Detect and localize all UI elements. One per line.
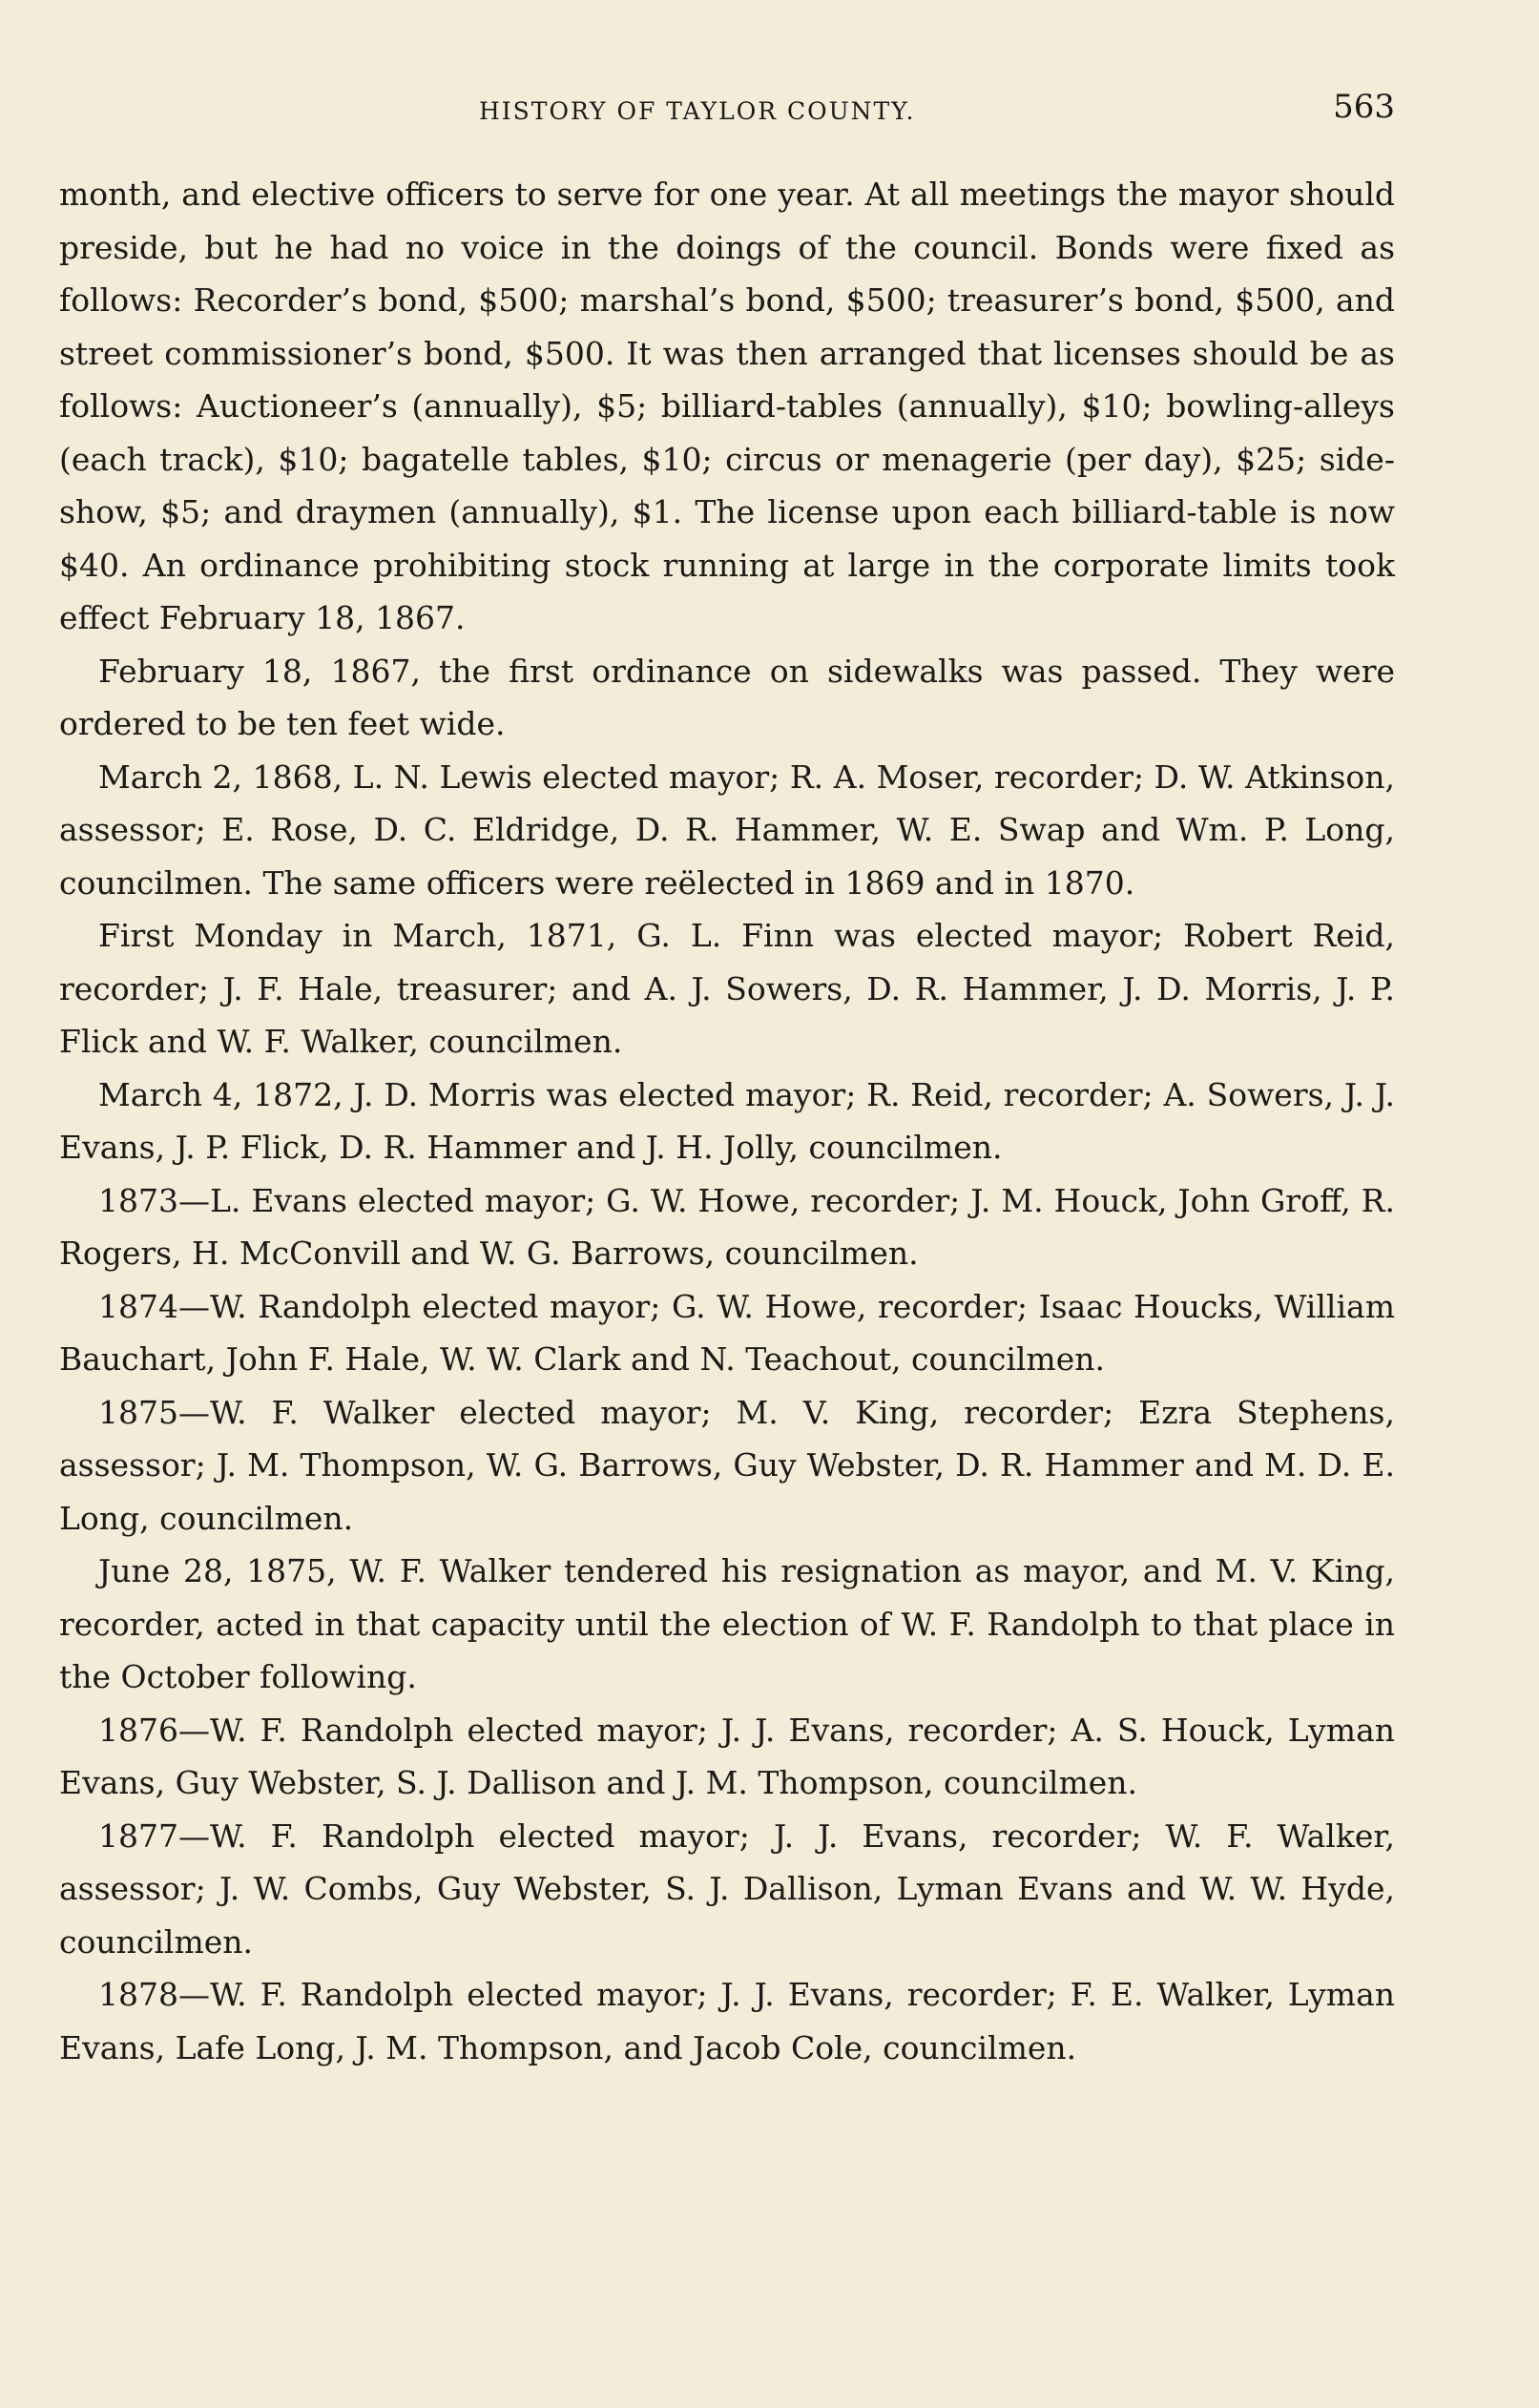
running-title: HISTORY OF TAYLOR COUNTY. (479, 97, 916, 125)
paragraph-sidewalks-ordinance: February 18, 1867, the first ordinance on sidewalks was passed. They were ordered to be ten feet wide. (59, 652, 1395, 742)
paragraph-1876-election: 1876—W. F. Randolph elected mayor; J. J. Evans, recorder; A. S. Houck, Lyman Evans, Guy Webster, S. J. Dallison and J. M. Thompson, councilmen. (59, 1711, 1395, 1801)
paragraph-1873-election: 1873—L. Evans elected mayor; G. W. Howe, recorder; J. M. Houck, John Groff, R. Rogers, H. McConvill and W. G. Barrows, councilmen. (59, 1181, 1395, 1272)
paragraph-1868-election: March 2, 1868, L. N. Lewis elected mayor; R. A. Moser, recorder; D. W. Atkinson, assessor; E. Rose, D. C. Eldridge, D. R. Hammer, W. E. Swap and Wm. P. Long, councilmen. The same officers were reëlected in 1869 and in 1870. (59, 758, 1395, 902)
paragraph-continuation: month, and elective officers to serve for one year. At all meetings the mayor should preside, but he had no voice in the doings of the council. Bonds were fixed as follows: Recorder’s bond, $500; marshal’s bond, $500; treasurer’s bond, $500, and street commissioner’s bond, $500. It was then arranged that licenses should be as follows: Auctioneer’s (annually), $5; billiard-tables (annually), $10; bowling-alleys (each track), $10; bagatelle tables, $10; circus or menagerie (per day), $25; side-show, $5; and draymen (annually), $1. The license upon each billiard-table is now $40. An ordinance prohibiting stock running at large in the corporate limits took effect February 18, 1867. (59, 176, 1395, 636)
running-head (59, 88, 1395, 134)
page-number: 563 (1333, 88, 1395, 126)
paragraph-1878-election: 1878—W. F. Randolph elected mayor; J. J. Evans, recorder; F. E. Walker, Lyman Evans, Lafe Long, J. M. Thompson, and Jacob Cole, councilmen. (59, 1976, 1395, 2066)
paragraph-1872-election: March 4, 1872, J. D. Morris was elected mayor; R. Reid, recorder; A. Sowers, J. J. Evans, J. P. Flick, D. R. Hammer and J. H. Jolly, councilmen. (59, 1075, 1395, 1166)
paragraph-1877-election: 1877—W. F. Randolph elected mayor; J. J. Evans, recorder; W. F. Walker, assessor; J. W. Combs, Guy Webster, S. J. Dallison, Lyman Evans and W. W. Hyde, councilmen. (59, 1816, 1395, 1961)
paragraph-1875-election: 1875—W. F. Walker elected mayor; M. V. King, recorder; Ezra Stephens, assessor; J. M. Thompson, W. G. Barrows, Guy Webster, D. R. Hammer and M. D. E. Long, councilmen. (59, 1393, 1395, 1537)
paragraph-1875-resignation: June 28, 1875, W. F. Walker tendered his resignation as mayor, and M. V. King, recorder, acted in that capacity until the election of W. F. Randolph to that place in the October following. (59, 1552, 1395, 1695)
paragraph-1874-election: 1874—W. Randolph elected mayor; G. W. Howe, recorder; Isaac Houcks, William Bauchart, John F. Hale, W. W. Clark and N. Teachout, councilmen. (59, 1287, 1395, 1378)
paragraph-1871-election: First Monday in March, 1871, G. L. Finn was elected mayor; Robert Reid, recorder; J. F. Hale, treasurer; and A. J. Sowers, D. R. Hammer, J. D. Morris, J. P. Flick and W. F. Walker, councilmen. (59, 917, 1395, 1060)
body-text (59, 168, 1395, 2074)
